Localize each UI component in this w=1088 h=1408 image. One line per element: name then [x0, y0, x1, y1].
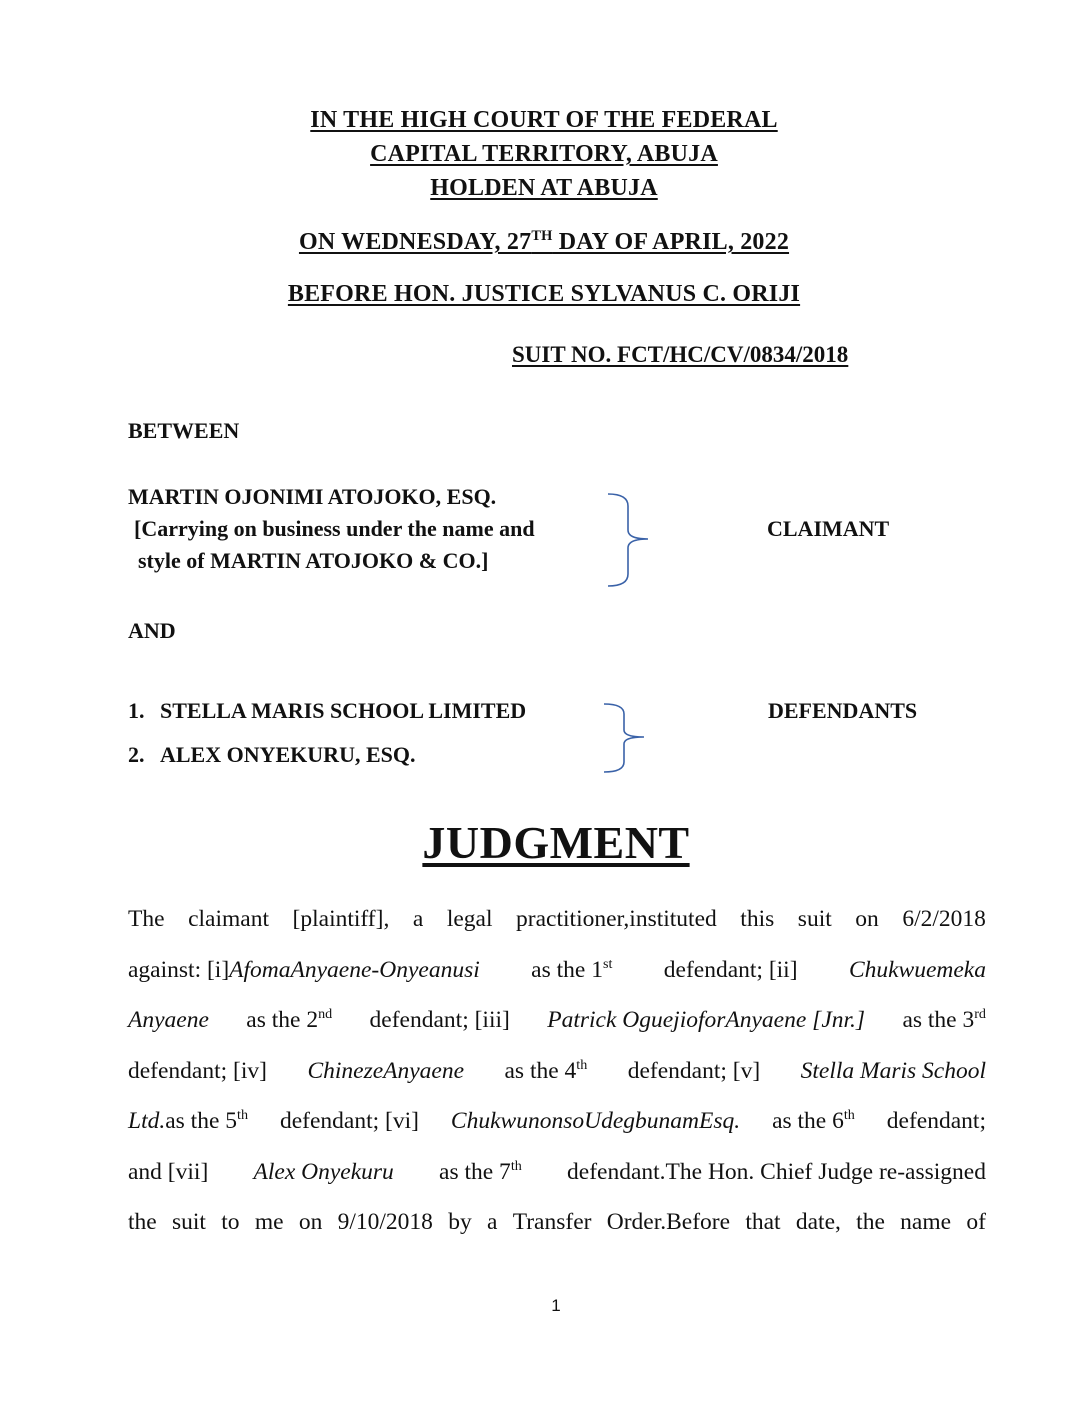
defendants-role: DEFENDANTS [768, 698, 918, 723]
body-line-2 [128, 945, 986, 996]
body-word: suit [172, 1209, 206, 1235]
defendant-1-name: STELLA MARIS SCHOOL LIMITED [160, 698, 527, 723]
body-word: 6/2/2018 [902, 906, 986, 932]
party-name: Anyaene [128, 1007, 209, 1033]
body-text: as the 1 [531, 956, 603, 983]
defendant-1-number: 1. [128, 698, 145, 723]
body-word: on [298, 1209, 323, 1235]
body-text: defendant; [886, 1108, 986, 1134]
claimant-description-1: [Carrying on business under the name and [134, 516, 535, 541]
body-text: defendant; [iv] [128, 1057, 267, 1084]
body-text: as the 2 [246, 1007, 319, 1033]
body-word: name [900, 1209, 952, 1235]
body-word: the [128, 1209, 157, 1235]
date-ordinal: TH [531, 228, 553, 244]
suit-number: SUIT NO. FCT/HC/CV/0834/2018 [512, 342, 849, 367]
ordinal: th [843, 1107, 855, 1124]
hearing-date [0, 227, 1088, 257]
party-name: Alex Onyekuru [253, 1158, 394, 1185]
defendant-2-number: 2. [128, 742, 145, 767]
body-text: and [vii] [128, 1158, 209, 1185]
claimant-description-2: style of MARTIN ATOJOKO & CO.] [138, 548, 489, 573]
ordinal: rd [974, 1006, 986, 1023]
body-word: Transfer [512, 1209, 592, 1235]
body-word: by [448, 1209, 472, 1235]
body-line-7 [128, 1197, 986, 1248]
ordinal: th [237, 1107, 248, 1124]
body-word: that [745, 1209, 781, 1235]
body-text: as the 5 [165, 1108, 238, 1134]
date-prefix: ON WEDNESDAY, 27 [298, 229, 532, 255]
and-label: AND [128, 618, 176, 643]
body-word: claimant [188, 906, 269, 932]
body-word: this [740, 906, 775, 932]
body-text: defendant; [iii] [369, 1007, 510, 1033]
body-text: defendant; [ii] [663, 956, 798, 983]
body-text: as the 4 [504, 1057, 577, 1084]
claimant-role: CLAIMANT [767, 516, 890, 541]
party-name: ChukwunonsoUdegbunamEsq. [450, 1108, 741, 1134]
date-suffix: DAY OF APRIL, 2022 [552, 229, 790, 255]
body-word: [plaintiff], [292, 906, 390, 932]
ordinal: th [510, 1157, 522, 1174]
party-name: Patrick OguejioforAnyaene [Jnr.] [547, 1007, 866, 1033]
between-label: BETWEEN [128, 418, 240, 443]
body-word: practitioner,instituted [516, 906, 717, 932]
body-word: a [486, 1209, 498, 1235]
party-name: ChinezeAnyaene [307, 1057, 465, 1084]
court-line-3: HOLDEN AT ABUJA [430, 175, 658, 201]
body-text: against: [i] [128, 956, 230, 983]
claimant-name: MARTIN OJONIMI ATOJOKO, ESQ. [128, 484, 497, 509]
body-word: on [855, 906, 879, 932]
body-word: me [254, 1209, 284, 1235]
court-line-1: IN THE HIGH COURT OF THE FEDERAL [310, 107, 778, 133]
judgment-body [128, 894, 986, 1248]
body-word: of [966, 1209, 986, 1235]
body-word: to [221, 1209, 240, 1235]
body-line-3 [128, 995, 986, 1046]
judgment-title: JUDGMENT [422, 817, 690, 868]
body-word: the [856, 1209, 885, 1235]
body-line-4 [128, 1046, 986, 1097]
body-line-6 [128, 1147, 986, 1198]
party-name: Stella Maris School [800, 1057, 986, 1084]
defendant-2-name: ALEX ONYEKURU, ESQ. [160, 742, 416, 767]
body-word: legal [446, 906, 493, 932]
ordinal: st [602, 955, 613, 972]
body-word: The [128, 906, 165, 932]
body-word: a [412, 906, 424, 932]
body-text: as the 6 [772, 1108, 844, 1134]
judge-line: BEFORE HON. JUSTICE SYLVANUS C. ORIJI [287, 281, 801, 307]
body-text: defendant; [vi] [279, 1108, 419, 1134]
body-word: 9/10/2018 [337, 1209, 433, 1235]
party-name: Chukwuemeka [848, 956, 986, 983]
claimant-brace-icon [604, 492, 654, 588]
party-name: AfomaAnyaene-Onyeanusi [229, 956, 480, 983]
body-word: suit [797, 906, 832, 932]
ordinal: th [576, 1056, 588, 1073]
body-word: Order.Before [606, 1209, 731, 1235]
body-text: defendant.The Hon. Chief Judge re-assigned [567, 1158, 986, 1185]
body-line-5 [128, 1096, 986, 1147]
body-word: date, [795, 1209, 841, 1235]
party-name: Ltd. [128, 1108, 166, 1134]
body-text: as the 3 [902, 1007, 975, 1033]
ordinal: nd [318, 1006, 333, 1023]
defendants-brace-icon [600, 702, 650, 774]
court-line-2: CAPITAL TERRITORY, ABUJA [370, 141, 718, 167]
court-heading [0, 103, 1088, 205]
page-number: 1 [551, 1296, 561, 1315]
body-text: defendant; [v] [627, 1057, 761, 1084]
body-text: as the 7 [439, 1158, 511, 1185]
body-line-1 [128, 894, 986, 945]
